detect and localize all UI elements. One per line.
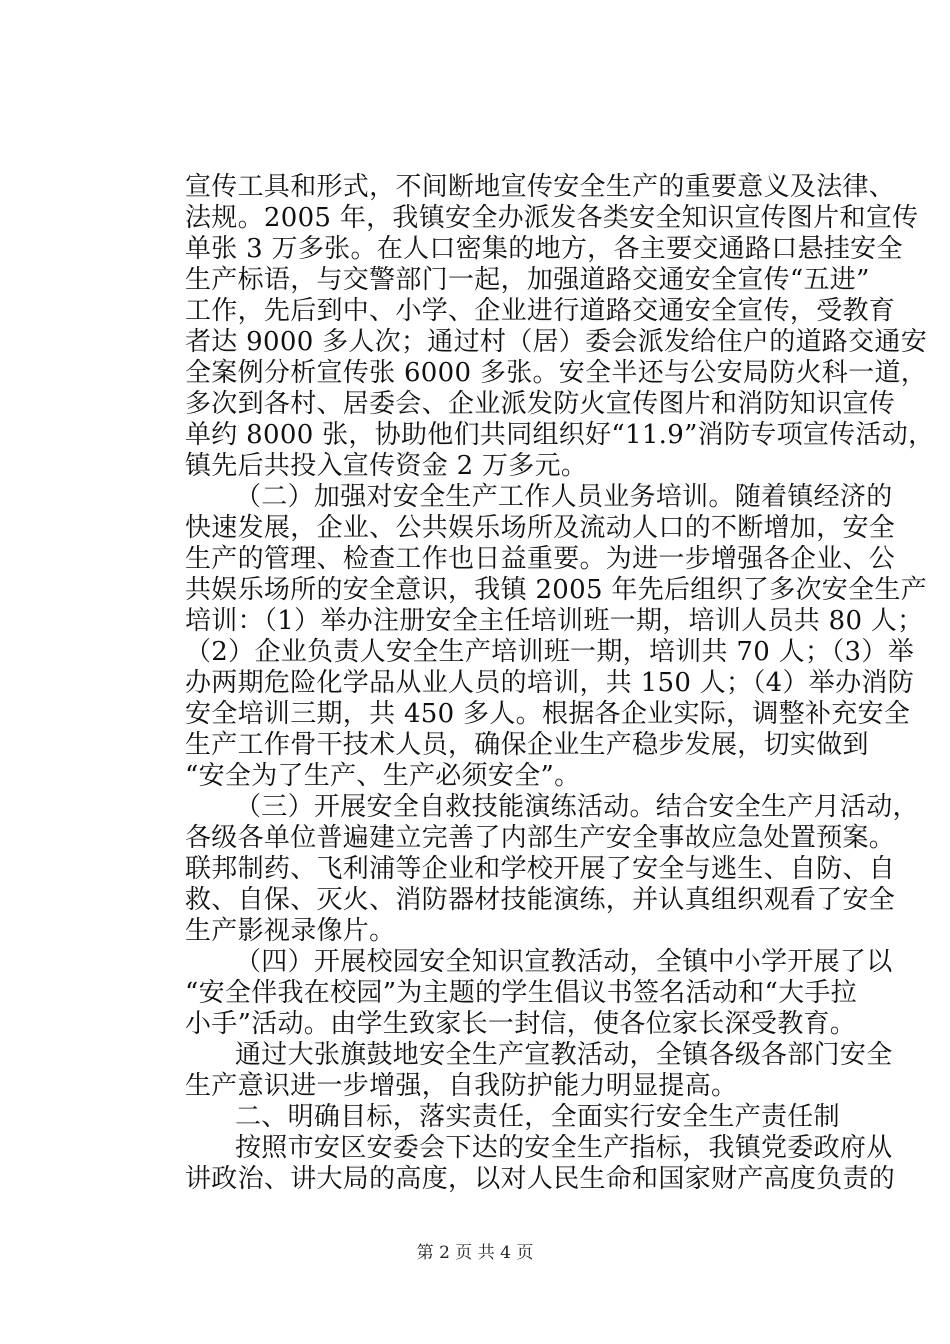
text-line: 工作，先后到中、小学、企业进行道路交通安全宣传，受教育 — [185, 296, 896, 326]
text-line: 多次到各村、居委会、企业派发防火宣传图片和消防知识宣传 — [185, 389, 896, 419]
text-line: 安全培训三期，共 450 多人。根据各企业实际，调整补充安全 — [185, 699, 911, 729]
text-line: （2）企业负责人安全生产培训班一期，培训共 70 人；（3）举 — [185, 637, 914, 667]
text-line: 宣传工具和形式，不间断地宣传安全生产的重要意义及法律、 — [185, 172, 896, 202]
text-line: 办两期危险化学品从业人员的培训，共 150 人；（4）举办消防 — [185, 668, 914, 698]
text-line: 者达 9000 多人次；通过村（居）委会派发给住户的道路交通安 — [185, 327, 927, 357]
section-heading: 二、明确目标，落实责任，全面实行安全生产责任制 — [235, 1102, 840, 1132]
text-line: 法规。2005 年，我镇安全办派发各类安全知识宣传图片和宣传 — [185, 203, 919, 233]
text-line: 各级各单位普遍建立完善了内部生产安全事故应急处置预案。 — [185, 823, 896, 853]
text-line: 镇先后共投入宣传资金 2 万多元。 — [185, 451, 588, 481]
text-line: 按照市安区安委会下达的安全生产指标，我镇党委政府从 — [235, 1133, 893, 1163]
text-line: （三）开展安全自救技能演练活动。结合安全生产月活动， — [235, 792, 919, 822]
text-line: 单张 3 万多张。在人口密集的地方，各主要交通路口悬挂安全 — [185, 234, 903, 264]
text-line: 救、自保、灭火、消防器材技能演练，并认真组织观看了安全 — [185, 885, 896, 915]
text-line: 生产意识进一步增强，自我防护能力明显提高。 — [185, 1071, 738, 1101]
text-line: 生产标语，与交警部门一起，加强道路交通安全宣传“五进” — [185, 265, 870, 295]
text-line: “安全为了生产、生产必须安全”。 — [185, 761, 581, 791]
text-line: 联邦制药、飞利浦等企业和学校开展了安全与逃生、自防、自 — [185, 854, 896, 884]
text-line: 通过大张旗鼓地安全生产宣教活动，全镇各级各部门安全 — [235, 1040, 893, 1070]
text-line: 生产工作骨干技术人员，确保企业生产稳步发展，切实做到 — [185, 730, 869, 760]
text-line: 培训：（1）举办注册安全主任培训班一期，培训人员共 80 人； — [185, 606, 924, 636]
text-line: 全案例分析宣传张 6000 多张。安全半还与公安局防火科一道， — [185, 358, 927, 388]
text-line: （二）加强对安全生产工作人员业务培训。随着镇经济的 — [235, 482, 893, 512]
text-line: 单约 8000 张，协助他们共同组织好“11.9”消防专项宣传活动， — [185, 420, 935, 450]
text-line: 共娱乐场所的安全意识，我镇 2005 年先后组织了多次安全生产 — [185, 575, 927, 605]
page-number-footer: 第 2 页 共 4 页 — [416, 1243, 534, 1263]
text-line: “安全伴我在校园”为主题的学生倡议书签名活动和“大手拉 — [185, 978, 857, 1008]
text-line: 讲政治、讲大局的高度，以对人民生命和国家财产高度负责的 — [185, 1164, 896, 1194]
text-line: 快速发展，企业、公共娱乐场所及流动人口的不断增加，安全 — [185, 513, 896, 543]
text-line: 生产的管理、检查工作也日益重要。为进一步增强各企业、公 — [185, 544, 896, 574]
text-line: 小手”活动。由学生致家长一封信，使各位家长深受教育。 — [185, 1009, 857, 1039]
text-line: （四）开展校园安全知识宣教活动，全镇中小学开展了以 — [235, 947, 893, 977]
text-line: 生产影视录像片。 — [185, 916, 396, 946]
